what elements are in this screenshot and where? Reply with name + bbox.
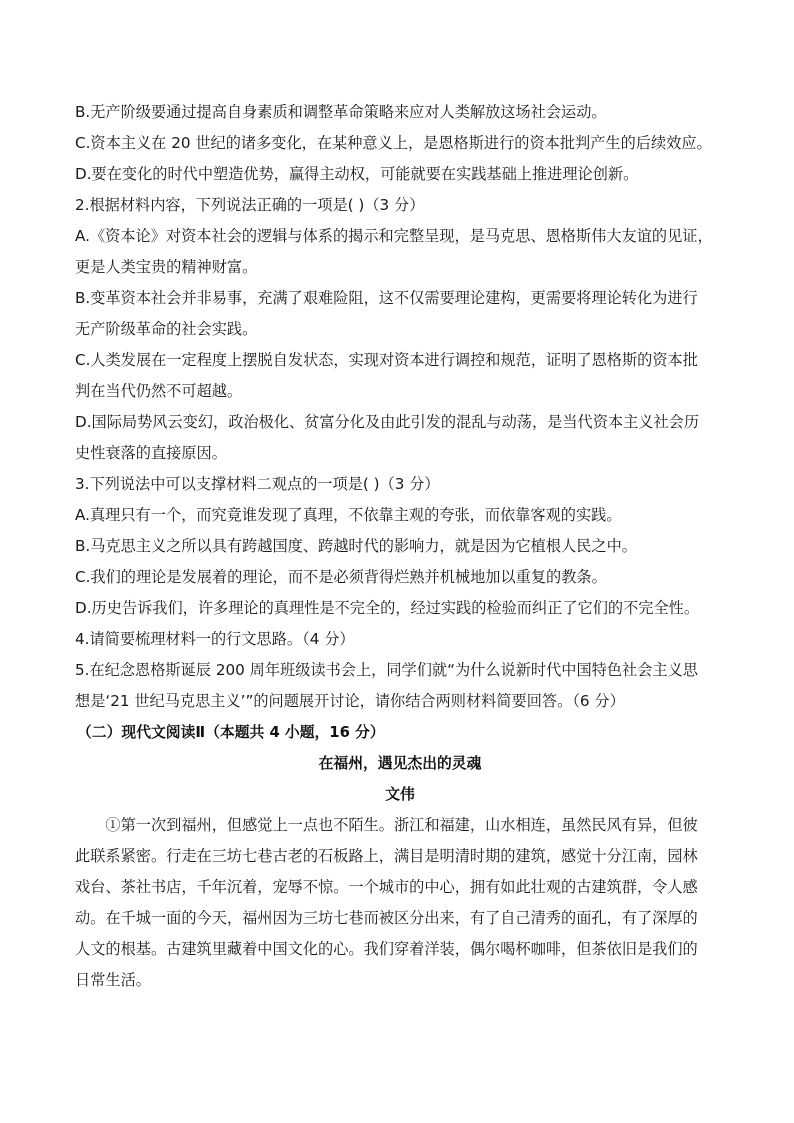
essay-paragraph-line: 戏台、茶社书店，千年沉着，宠辱不惊。一个城市的中心，拥有如此壮观的古建筑群，令人感 <box>75 878 698 896</box>
q2-option-a-line1: A.《资本论》对资本社会的逻辑与体系的揭示和完整呈现，是马克思、恩格斯伟大友谊的见证， <box>75 227 713 245</box>
question-5-line1: 5.在纪念恩格斯诞辰 200 周年班级读书会上，同学们就“为什么说新时代中国特色社会主义思 <box>75 661 698 679</box>
question-5-line2: 想是‘21 世纪马克思主义’”的问题展开讨论，请你结合两则材料简要回答。（6 分） <box>75 692 625 710</box>
q2-option-c-line2: 判在当代仍然不可超越。 <box>75 382 243 400</box>
q3-option-c: C.我们的理论是发展着的理论，而不是必须背得烂熟并机械地加以重复的教条。 <box>75 568 607 586</box>
option-c-line: C.资本主义在 20 世纪的诸多变化，在某种意义上，是恩格斯进行的资本批判产生的后续效应。 <box>75 134 712 152</box>
q2-option-d-line2: 史性衰落的直接原因。 <box>75 444 227 462</box>
section-heading: （二）现代文阅读Ⅱ（本题共 4 小题，16 分） <box>77 724 385 741</box>
q3-option-d: D.历史告诉我们，许多理论的真理性是不完全的，经过实践的检验而纠正了它们的不完全性。 <box>75 599 700 617</box>
question-4: 4.请简要梳理材料一的行文思路。（4 分） <box>75 630 355 648</box>
essay-title: 在福州，遇见杰出的灵魂 <box>318 755 482 772</box>
q2-option-a-line2: 更是人类宝贵的精神财富。 <box>75 258 258 276</box>
essay-paragraph-line: 动。在千城一面的今天，福州因为三坊七巷而被区分出来，有了自己清秀的面孔，有了深厚的 <box>75 909 698 927</box>
question-3-stem: 3.下列说法中可以支撑材料二观点的一项是( )（3 分） <box>75 475 440 493</box>
essay-paragraph-line: 人文的根基。古建筑里藏着中国文化的心。我们穿着洋装，偶尔喝杯咖啡，但茶依旧是我们的 <box>75 940 698 958</box>
q3-option-a: A.真理只有一个，而究竟谁发现了真理，不依靠主观的夸张，而依靠客观的实践。 <box>75 506 622 524</box>
question-2-stem: 2.根据材料内容，下列说法正确的一项是( )（3 分） <box>75 196 425 214</box>
q2-option-c-line1: C.人类发展在一定程度上摆脱自发状态，实现对资本进行调控和规范，证明了恩格斯的资本批 <box>75 351 698 369</box>
q2-option-d-line1: D.国际局势风云变幻，政治极化、贫富分化及由此引发的混乱与动荡，是当代资本主义社会历 <box>75 413 700 431</box>
q2-option-b-line2: 无产阶级革命的社会实践。 <box>75 320 258 338</box>
essay-paragraph-line: ①第一次到福州，但感觉上一点也不陌生。浙江和福建，山水相连，虽然民风有异，但彼 <box>105 816 698 834</box>
q2-option-b-line1: B.变革资本社会并非易事，充满了艰难险阻，这不仅需要理论建构，更需要将理论转化为进行 <box>75 289 698 307</box>
essay-author: 文伟 <box>385 786 415 803</box>
q3-option-b: B.马克思主义之所以具有跨越国度、跨越时代的影响力，就是因为它植根人民之中。 <box>75 537 637 555</box>
document-content <box>75 97 725 996</box>
option-d-line: D.要在变化的时代中塑造优势，赢得主动权，可能就要在实践基础上推进理论创新。 <box>75 165 639 183</box>
option-b-line: B.无产阶级要通过提高自身素质和调整革命策略来应对人类解放这场社会运动。 <box>75 103 607 121</box>
essay-paragraph-line: 此联系紧密。行走在三坊七巷古老的石板路上，满目是明清时期的建筑，感觉十分江南，园林 <box>75 847 698 865</box>
essay-paragraph-line: 日常生活。 <box>75 971 151 989</box>
